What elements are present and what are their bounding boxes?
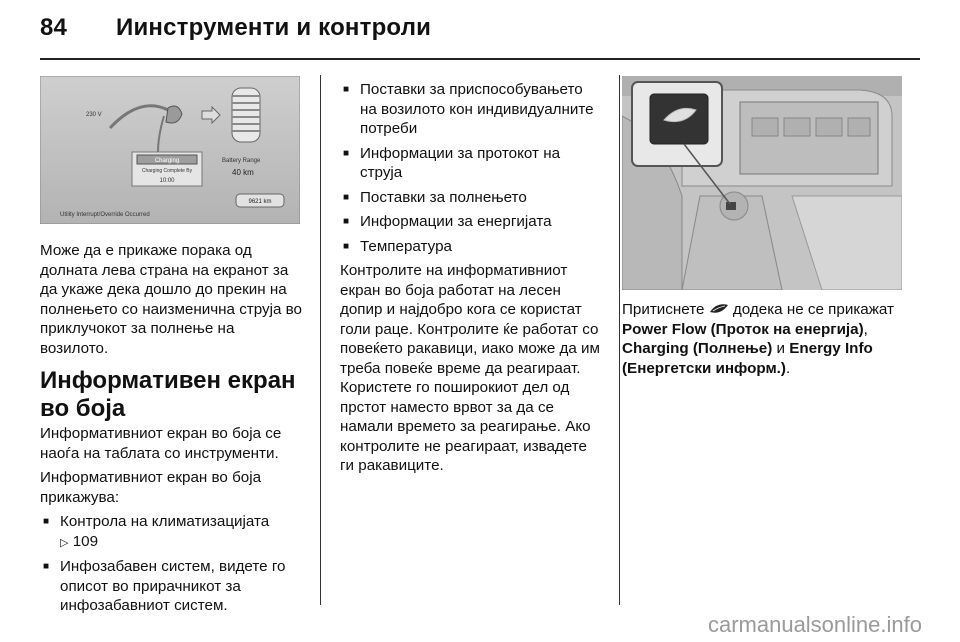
list-item-text: Инфозабавен систем, видете го описот во прирачникот за инфозабавниот систем. xyxy=(60,558,286,614)
sentence-end: . xyxy=(785,359,791,377)
odometer: 9621 km xyxy=(248,199,272,205)
page-ref-icon: ▷ xyxy=(60,535,69,549)
status-sub: Charging Complete By xyxy=(141,168,193,174)
list-item: ■ Информации за протокот на струја xyxy=(340,144,602,183)
instruction-text-1: Притиснете xyxy=(622,301,705,318)
voltage-label: 230 V xyxy=(86,112,102,118)
column-divider-left xyxy=(320,75,321,605)
list-item: ■ Поставки за приспособувањето на возилото кон индивидуалните потреби xyxy=(340,80,602,139)
column-1 xyxy=(40,241,302,621)
feature-list-1 xyxy=(40,512,302,616)
list-item: ■ Информации за енергијата xyxy=(340,212,602,232)
page-title: Иинструменти и контроли xyxy=(116,14,432,41)
list-item xyxy=(40,557,302,616)
body-paragraph-1: Информативниот екран во боја се наоѓа на таблата со инструменти. xyxy=(40,425,282,462)
header-rule xyxy=(40,58,920,60)
separator: , xyxy=(863,320,868,338)
battery-icon xyxy=(232,88,260,142)
page-number: 84 xyxy=(40,14,68,41)
footer-site: carmanualsonline.info xyxy=(707,612,922,637)
leaf-icon xyxy=(709,302,729,315)
column-divider-right xyxy=(619,75,620,605)
body-paragraph-2: Информативниот екран во боја прикажува: xyxy=(40,469,262,506)
charging-label: Charging (Полнење) xyxy=(622,340,773,357)
range-value: 40 km xyxy=(232,168,254,177)
list-item: ■ Поставки за полнењето xyxy=(340,188,602,208)
list-item xyxy=(40,512,302,552)
instruction-text-2: додека не се прикажат xyxy=(732,301,894,318)
charging-screen-figure xyxy=(40,76,300,224)
indicator-lamp xyxy=(726,202,736,210)
instruction-paragraph xyxy=(622,300,922,378)
controls-paragraph: Контролите на информативниот екран во боја работат на лесен допир и најдобро кога се користат голи раце. Контролите ќе работат со повеќето ракавици, иако може да им треба повеќе време да реагираат. Користете го поширокиот дел од прстот наместо врвот за да се намали времето за реагирање. Ако контролите не реагираат, извадете ги ракавиците. xyxy=(340,262,600,474)
interrupt-message: Utility Interrupt/Override Occurred xyxy=(60,212,150,218)
feature-list-2 xyxy=(340,80,602,256)
column-2 xyxy=(340,80,602,481)
list-item: ■ Температура xyxy=(340,237,602,257)
dashboard-figure xyxy=(622,76,902,290)
range-label: Battery Range xyxy=(222,158,261,164)
page-ref[interactable]: 109 xyxy=(72,532,99,550)
status-title: Charging xyxy=(154,158,180,164)
power-flow-label: Power Flow (Проток на енергија) xyxy=(622,320,864,338)
footer-watermark xyxy=(708,612,922,638)
list-item-text: Контрола на климатизацијата xyxy=(60,513,270,530)
complete-time: 10:00 xyxy=(159,178,175,184)
conjunction: и xyxy=(776,340,785,357)
column-3 xyxy=(622,300,922,383)
page-header xyxy=(40,14,431,42)
section-heading: Информативен екран во боја xyxy=(40,367,296,422)
energy-info-label: Energy Info (Енергетски информ.) xyxy=(622,340,873,377)
intro-paragraph: Може да е прикаже порака од долната лева страна на екранот за да укаже дека дошло до прекин на полнењето со наизменична струја во приклучокот за полнење на возилото. xyxy=(40,242,303,357)
